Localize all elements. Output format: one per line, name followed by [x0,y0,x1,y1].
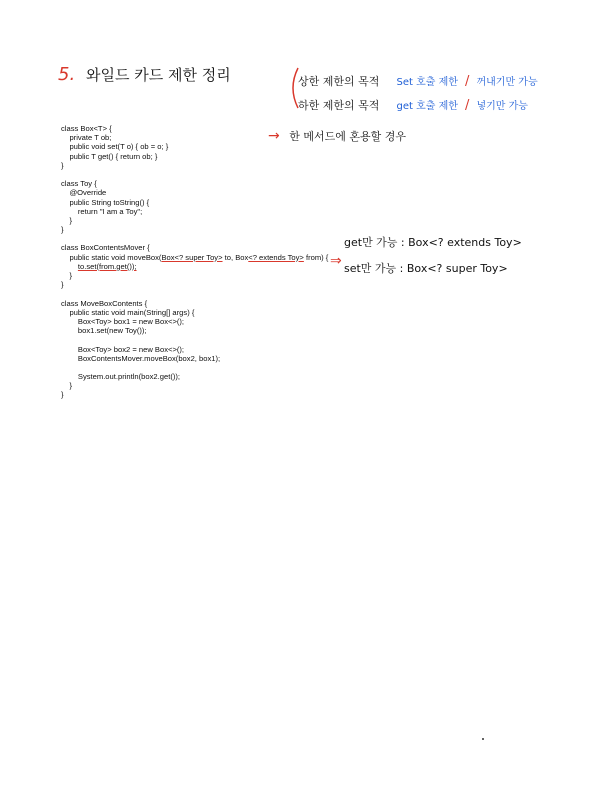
underlined-super-param: Box<? super Toy> [161,252,223,262]
code-line: public static void main(String[] args) { [61,307,195,317]
code-line: Box<Toy> box2 = new Box<>(); [61,344,185,354]
blank-line [61,234,328,243]
lower-bound-tail-note: 넣기만 가능 [476,101,528,112]
code-line: } [61,225,64,235]
code-line: BoxContentsMover.moveBox(box2, box1); [61,353,221,363]
mover-class-code [61,243,328,289]
method-note-text: 한 메서드에 혼용할 경우 [289,130,406,143]
lower-bound-blue-note: get 호출 제한 [396,101,458,112]
code-line: } [61,280,64,290]
blank-line [61,170,328,179]
code-line: class BoxContentsMover { [61,243,150,253]
section-title: 와일드 카드 제한 정리 [85,66,231,84]
code-line [61,363,328,372]
code-line-set-get [61,262,328,271]
double-arrow-icon: ⇒ [330,252,342,268]
code-line: } [61,160,64,170]
code-line: } [61,381,72,391]
code-line: } [61,390,64,400]
lower-bound-note [298,94,528,113]
code-block [61,124,328,400]
code-line-movebox [61,253,328,262]
code-line: } [61,215,72,225]
get-only-note: get만 가능 : Box<? extends Toy> [344,236,522,249]
slash-mark: / [464,98,470,113]
code-line: class MoveBoxContents { [61,298,148,308]
code-text: public static void moveBox( [61,252,162,262]
upper-bound-label: 상한 제한의 목적 [298,75,380,88]
slash-mark: / [464,74,470,89]
code-text: to, Box [222,252,249,262]
code-text [61,262,78,271]
upper-bound-blue-note: Set 호출 제한 [396,77,458,88]
code-line: } [61,271,72,280]
blank-line [61,289,328,298]
code-line: Box<Toy> box1 = new Box<>(); [61,316,185,326]
lower-bound-label: 하한 제한의 목적 [298,99,380,112]
stray-dot [482,738,484,740]
upper-bound-note [298,70,538,89]
code-line: return "I am a Toy"; [61,206,143,216]
code-line: System.out.println(box2.get()); [61,372,181,382]
code-line: public T get() { return ob; } [61,151,158,161]
page-title [58,64,231,85]
code-line: private T ob; [61,133,112,143]
underlined-extends-param: <? extends Toy> [248,252,304,262]
underlined-set-get-call: to.set(from.get()); [77,261,137,271]
toy-class-code [61,179,328,234]
set-only-note: set만 가능 : Box<? super Toy> [344,262,508,275]
section-number: 5. [58,64,76,85]
code-text: from) { [303,252,329,262]
code-line [61,335,328,344]
code-line: public void set(T o) { ob = o; } [61,142,169,152]
code-line: public String toString() { [61,197,150,207]
code-line: class Box<T> { [61,124,112,133]
box-class-code [61,124,328,170]
upper-bound-tail-note: 꺼내기만 가능 [476,77,538,88]
main-class-code [61,299,328,400]
code-line: @Override [61,188,107,198]
code-line: class Toy { [61,179,97,189]
right-arrow-icon: → [268,128,280,144]
code-line: box1.set(new Toy()); [61,326,147,336]
